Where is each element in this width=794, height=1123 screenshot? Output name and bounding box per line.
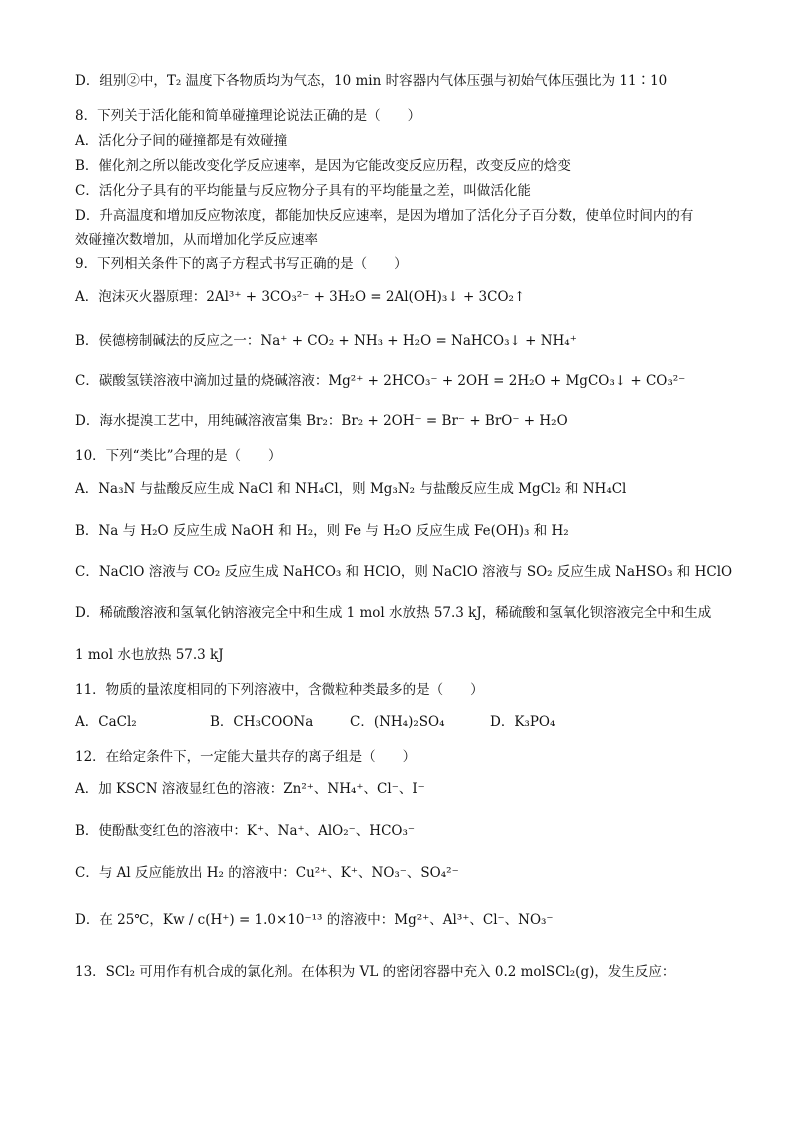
q13-stem: 13．SCl₂ 可用作有机合成的氯化剂。在体积为 VL 的密闭容器中充入 0.2 molSCl₂(g)，发生反应： — [75, 964, 676, 980]
q9-option-c: C．碳酸氢镁溶液中滴加过量的烧碱溶液：Mg²⁺ + 2HCO₃⁻ + 2OH = 2H₂O + MgCO₃↓ + CO₃²⁻ — [75, 373, 686, 389]
q11-option-c: C．(NH₄)₂SO₄ — [350, 714, 445, 730]
q12-option-a: A．加 KSCN 溶液显红色的溶液：Zn²⁺、NH₄⁺、Cl⁻、I⁻ — [75, 781, 425, 797]
q10-option-d-cont: 1 mol 水也放热 57.3 kJ — [75, 647, 224, 663]
q12-stem: 12．在给定条件下，一定能大量共存的离子组是（ ） — [75, 749, 417, 765]
q8-option-d: D．升高温度和增加反应物浓度，都能加快反应速率，是因为增加了活化分子百分数，使单位时间内的有 — [75, 208, 694, 224]
q11-stem: 11．物质的量浓度相同的下列溶液中，含微粒种类最多的是（ ） — [75, 682, 484, 698]
q9-option-a: A．泡沫灭火器原理：2Al³⁺ + 3CO₃²⁻ + 3H₂O = 2Al(OH)₃↓ + 3CO₂↑ — [75, 289, 526, 305]
q8-stem: 8．下列关于活化能和简单碰撞理论说法正确的是（ ） — [75, 108, 422, 124]
q10-option-d: D．稀硫酸溶液和氢氧化钠溶液完全中和生成 1 mol 水放热 57.3 kJ，稀硫酸和氢氧化钡溶液完全中和生成 — [75, 605, 712, 621]
q12-option-b: B．使酚酞变红色的溶液中：K⁺、Na⁺、AlO₂⁻、HCO₃⁻ — [75, 823, 415, 839]
q8-option-b: B．催化剂之所以能改变化学反应速率，是因为它能改变反应历程，改变反应的焓变 — [75, 158, 571, 174]
q12-option-c: C．与 Al 反应能放出 H₂ 的溶液中：Cu²⁺、K⁺、NO₃⁻、SO₄²⁻ — [75, 865, 459, 881]
q10-option-a: A．Na₃N 与盐酸反应生成 NaCl 和 NH₄Cl，则 Mg₃N₂ 与盐酸反应生成 MgCl₂ 和 NH₄Cl — [75, 481, 627, 497]
q9-stem: 9．下列相关条件下的离子方程式书写正确的是（ ） — [75, 256, 408, 272]
q10-stem: 10．下列“类比”合理的是（ ） — [75, 448, 282, 464]
q9-option-b: B．侯德榜制碱法的反应之一：Na⁺ + CO₂ + NH₃ + H₂O = NaHCO₃↓ + NH₄⁺ — [75, 333, 577, 349]
q8-option-d-cont: 效碰撞次数增加，从而增加化学反应速率 — [75, 232, 318, 248]
q10-option-b: B．Na 与 H₂O 反应生成 NaOH 和 H₂，则 Fe 与 H₂O 反应生成 Fe(OH)₃ 和 H₂ — [75, 523, 569, 539]
q11-option-a: A．CaCl₂ — [75, 714, 137, 730]
q11-option-d: D．K₃PO₄ — [490, 714, 556, 730]
q7-option-d: D．组别②中，T₂ 温度下各物质均为气态，10 min 时容器内气体压强与初始气体压强比为 11∶10 — [75, 73, 668, 89]
q8-option-a: A．活化分子间的碰撞都是有效碰撞 — [75, 133, 288, 149]
q10-option-c: C．NaClO 溶液与 CO₂ 反应生成 NaHCO₃ 和 HClO，则 NaClO 溶液与 SO₂ 反应生成 NaHSO₃ 和 HClO — [75, 564, 733, 580]
q12-option-d: D．在 25℃，Kw / c(H⁺) = 1.0×10⁻¹³ 的溶液中：Mg²⁺、Al³⁺、Cl⁻、NO₃⁻ — [75, 912, 554, 928]
q9-option-d: D．海水提溴工艺中，用纯碱溶液富集 Br₂：Br₂ + 2OH⁻ = Br⁻ + BrO⁻ + H₂O — [75, 413, 568, 429]
q11-option-b: B．CH₃COONa — [210, 714, 314, 730]
q8-option-c: C．活化分子具有的平均能量与反应物分子具有的平均能量之差，叫做活化能 — [75, 183, 531, 199]
